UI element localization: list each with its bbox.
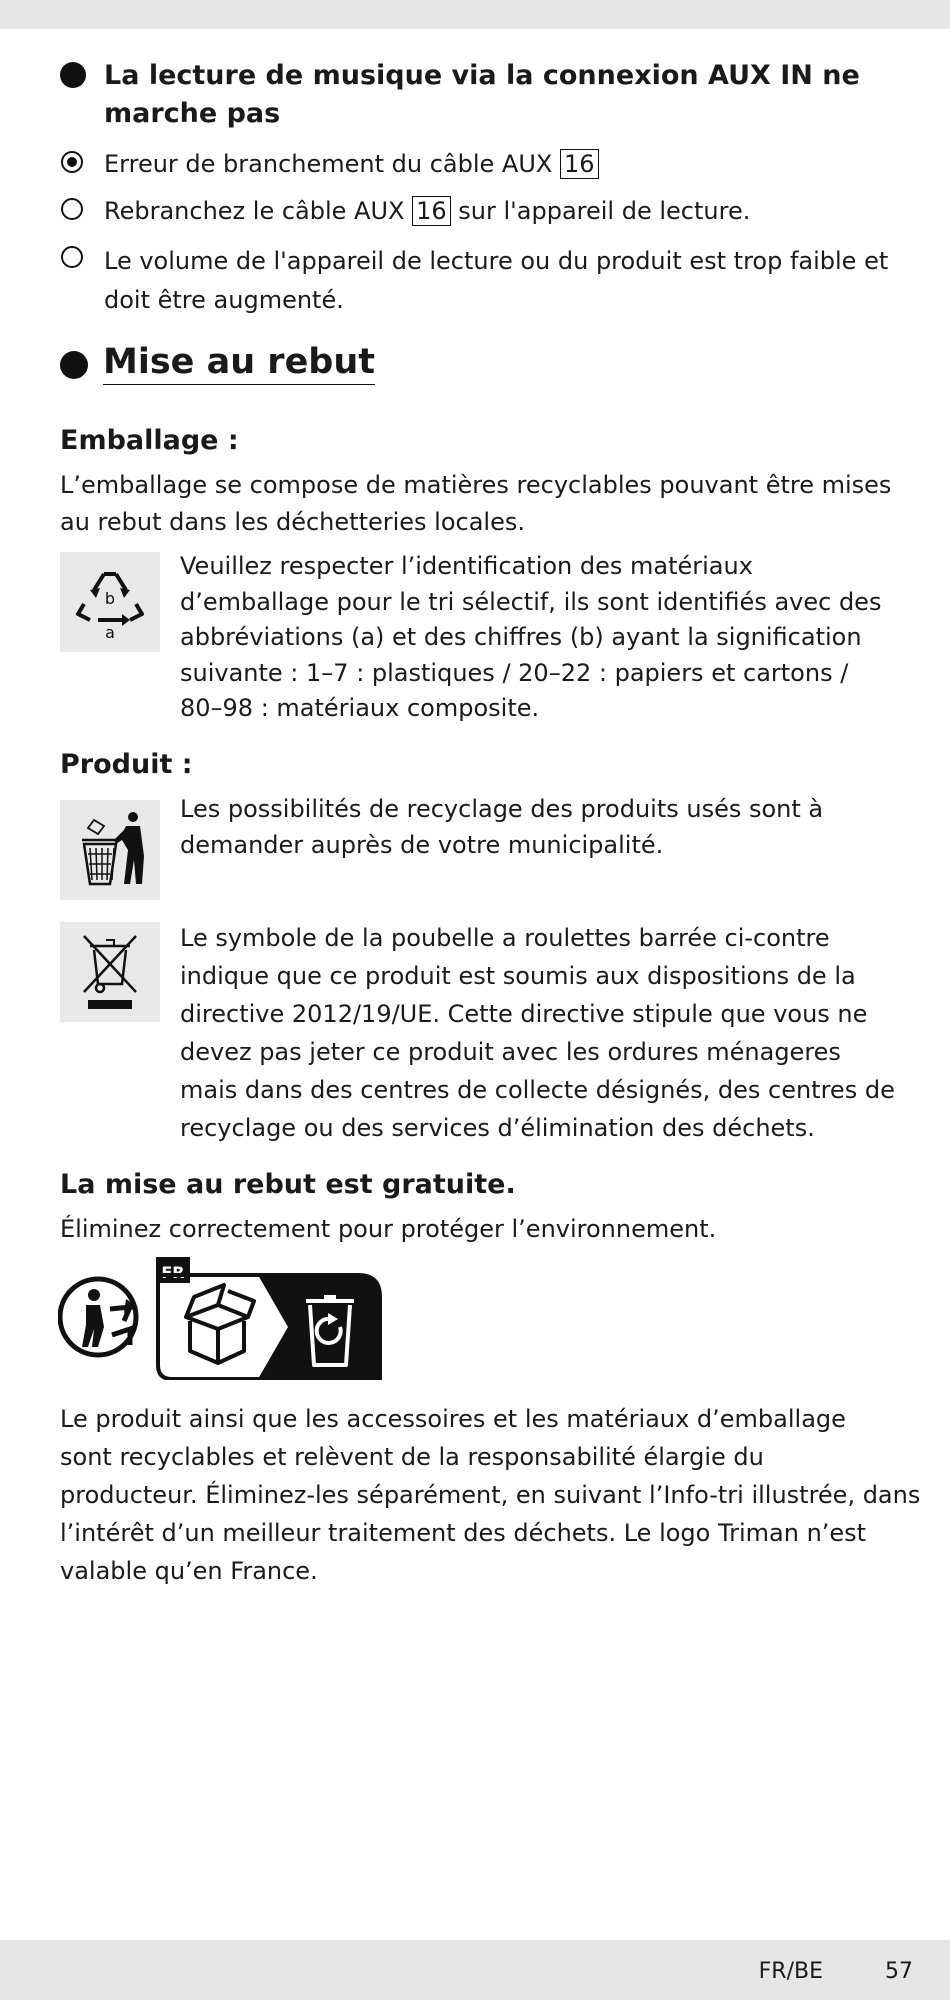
page-footer (0, 1940, 950, 2000)
remedy-radio-icon (61, 198, 83, 220)
text-line: au rebut dans les déchetteries locales. (60, 508, 525, 536)
cause-radio-icon (61, 151, 83, 173)
text-line: valable qu’en France. (60, 1557, 318, 1585)
text-line: 80–98 : matériaux composite. (180, 694, 540, 722)
text-line: suivante : 1–7 : plastiques / 20–22 : papiers et cartons / (180, 658, 849, 687)
recycling-triangle-icon (60, 552, 160, 652)
troubleshoot-heading (104, 57, 860, 133)
text-line: Le volume de l'appareil de lecture ou du produit est trop faible et (104, 247, 889, 275)
weee-text (180, 919, 895, 1147)
box-icon (186, 1285, 254, 1363)
heading-line: La lecture de musique via la connexion AUX IN ne (104, 60, 860, 91)
free-disposal-heading: La mise au rebut est gratuite. (60, 1169, 516, 1200)
text-line: doit être augmenté. (104, 286, 344, 314)
footer-language: FR/BE (758, 1959, 823, 1984)
triman-fr-badge: FR (161, 1263, 185, 1282)
text-line: Le symbole de la poubelle a roulettes barrée ci-contre (180, 924, 830, 952)
section-bullet (60, 62, 86, 88)
packaging-heading: Emballage : (60, 425, 239, 456)
text-line: Veuillez respecter l’identification des matériaux (180, 552, 753, 580)
product-heading: Produit : (60, 749, 193, 780)
remedy2-text (104, 242, 888, 320)
recycle-letter-a: a (105, 623, 115, 642)
disposal-title-text: Mise au rebut (103, 342, 375, 385)
packaging-id-text (180, 549, 881, 727)
text-line: directive 2012/19/UE. Cette directive stipule que vous ne (180, 1000, 868, 1028)
text-line: mais dans des centres de collecte désignés, des centres de (180, 1076, 895, 1104)
text-line: sont recyclables et relèvent de la responsabilité élargie du (60, 1443, 764, 1471)
top-bar (0, 0, 950, 29)
free-disposal-text: Éliminez correctement pour protéger l’environnement. (60, 1215, 717, 1243)
triman-info-tri-logo (58, 1255, 388, 1380)
text-line: indique que ce produit est soumis aux dispositions de la (180, 962, 856, 990)
crossed-wheelie-bin-icon (60, 922, 160, 1022)
text-line: Les possibilités de recyclage des produits usés sont à (180, 795, 824, 823)
text-line: producteur. Éliminez-les séparément, en suivant l’Info-tri illustrée, dans (60, 1481, 921, 1509)
text-line: abbréviations (a) et des chiffres (b) ayant la signification (180, 623, 862, 651)
disposal-title (103, 340, 375, 384)
packaging-text (60, 467, 891, 541)
product-text (180, 791, 823, 863)
text-line: L’emballage se compose de matières recyclables pouvant être mises (60, 471, 892, 499)
recycle-letter-b: b (104, 589, 116, 608)
ref-number-box: 16 (412, 196, 451, 226)
remedy-radio-icon (61, 246, 83, 268)
cause-text (104, 146, 599, 183)
text-line: demander auprès de votre municipalité. (180, 831, 664, 859)
text-line: Le produit ainsi que les accessoires et les matériaux d’emballage (60, 1405, 846, 1433)
remedy1-text (104, 193, 750, 230)
text-line: recyclage ou des services d’élimination des déchets. (180, 1114, 815, 1142)
page-number: 57 (885, 1959, 913, 1984)
text-line: l’intérêt d’un meilleur traitement des déchets. Le logo Triman n’est (60, 1519, 867, 1547)
triman-icon (60, 1279, 138, 1355)
remedy1-after: sur l'appareil de lecture. (458, 197, 751, 225)
section-bullet (60, 351, 88, 379)
remedy1-before: Rebranchez le câble AUX (104, 197, 405, 225)
heading-line: marche pas (104, 98, 281, 129)
ref-number-box: 16 (560, 149, 599, 179)
cause-label: Erreur de branchement du câble AUX (104, 150, 553, 178)
triman-text (60, 1400, 920, 1590)
text-line: devez pas jeter ce produit avec les ordures ménageres (180, 1038, 841, 1066)
litter-bin-icon (60, 800, 160, 900)
text-line: d’emballage pour le tri sélectif, ils sont identifiés avec des (180, 587, 882, 616)
